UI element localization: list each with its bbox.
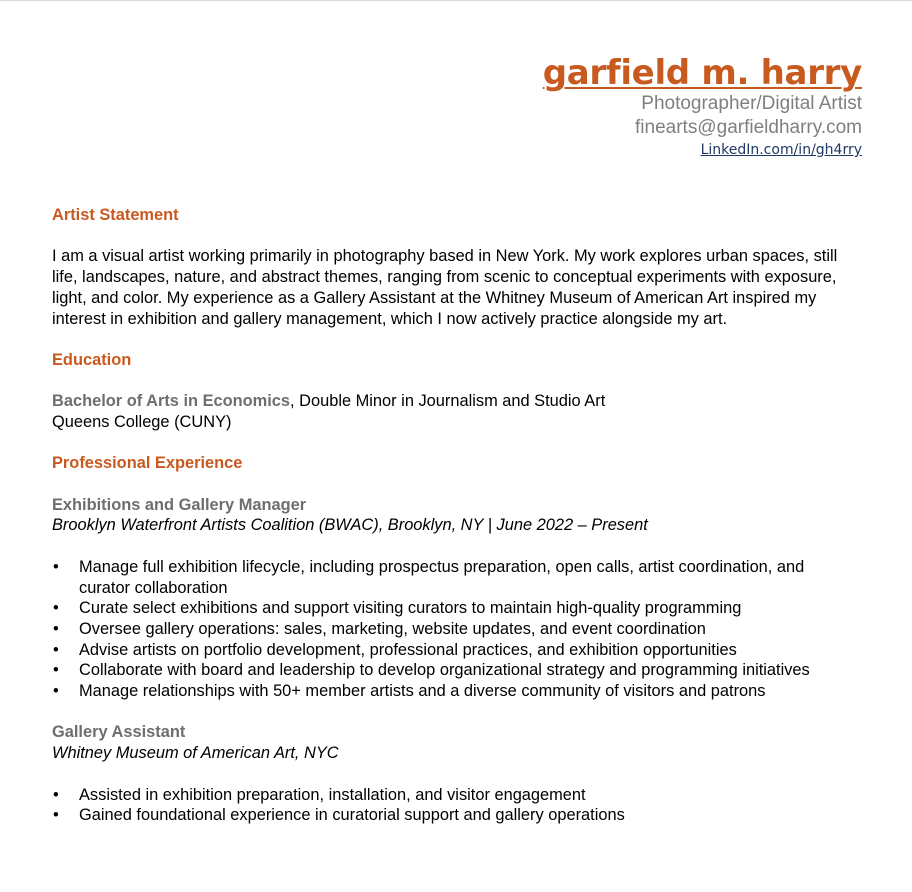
bullet-text: Collaborate with board and leadership to develop organizational strategy and programming initiatives: [79, 661, 810, 680]
bullet-icon: •: [53, 785, 59, 804]
bullet-icon: •: [53, 640, 59, 659]
section-heading-artist-statement: Artist Statement: [52, 206, 179, 224]
education-degree-line: [52, 391, 852, 412]
list-item: [52, 557, 852, 598]
spacer: [52, 329, 852, 350]
spacer: [52, 433, 852, 454]
bullet-icon: •: [53, 619, 59, 638]
job-title: Gallery Assistant: [52, 723, 186, 742]
spacer: [52, 536, 852, 557]
bullet-text: Manage relationships with 50+ member artists and a diverse community of visitors and patrons: [79, 682, 766, 701]
email-address[interactable]: finearts@garfieldharry.com: [635, 117, 862, 138]
spacer: [52, 474, 852, 495]
section-heading-education: Education: [52, 350, 132, 369]
list-item: [52, 681, 852, 702]
school-name: Queens College (CUNY): [52, 412, 232, 431]
bullet-icon: •: [53, 682, 59, 701]
bullet-text: Oversee gallery operations: sales, marketing, website updates, and event coordination: [79, 619, 706, 638]
list-item: [52, 640, 852, 661]
bullet-icon: •: [53, 661, 59, 680]
bullet-icon: •: [53, 557, 59, 576]
degree-name: Bachelor of Arts in Economics: [52, 392, 291, 411]
job-organization: Whitney Museum of American Art, NYC: [52, 744, 339, 763]
bullet-text: Manage full exhibition lifecycle, including prospectus preparation, open calls, artist coordination, and curator collaboration: [79, 557, 805, 597]
spacer: [52, 371, 852, 392]
list-item: [52, 805, 852, 826]
resume-body: [52, 205, 852, 826]
spacer: [52, 226, 852, 247]
bullet-icon: •: [53, 599, 59, 618]
list-item: [52, 598, 852, 619]
candidate-name: garfield m. harry: [542, 53, 862, 93]
linkedin-link[interactable]: LinkedIn.com/in/gh4rry: [700, 142, 862, 158]
section-heading-experience: Professional Experience: [52, 454, 243, 473]
job-organization: Brooklyn Waterfront Artists Coalition (BWAC), Brooklyn, NY | June 2022 – Present: [52, 516, 648, 535]
top-divider: [0, 0, 912, 1]
spacer: [52, 702, 852, 723]
bullet-text: Assisted in exhibition preparation, installation, and visitor engagement: [79, 785, 586, 804]
bullet-icon: •: [53, 806, 59, 825]
bullet-text: Advise artists on portfolio development, professional practices, and exhibition opportunities: [79, 640, 737, 659]
list-item: [52, 660, 852, 681]
resume-header: [543, 52, 862, 160]
list-item: [52, 785, 852, 806]
list-item: [52, 619, 852, 640]
job-bullet-list: [52, 557, 852, 702]
degree-detail: , Double Minor in Journalism and Studio Art: [290, 392, 606, 411]
bullet-text: Gained foundational experience in curatorial support and gallery operations: [79, 806, 625, 825]
job-title: Exhibitions and Gallery Manager: [52, 495, 307, 514]
spacer: [52, 764, 852, 785]
candidate-title: Photographer/Digital Artist: [641, 93, 862, 114]
artist-statement-text: I am a visual artist working primarily in photography based in New York. My work explores urban spaces, still life, landscapes, nature, and abstract themes, ranging from scenic to conceptual experiments with exposure, light, and color. My experience as a Gallery Assistant at the Whitney Museum of American Art inspired my interest in exhibition and gallery management, which I now actively practice alongside my art.: [52, 247, 838, 328]
job-bullet-list: [52, 785, 852, 826]
bullet-text: Curate select exhibitions and support visiting curators to maintain high-quality programming: [79, 599, 742, 618]
